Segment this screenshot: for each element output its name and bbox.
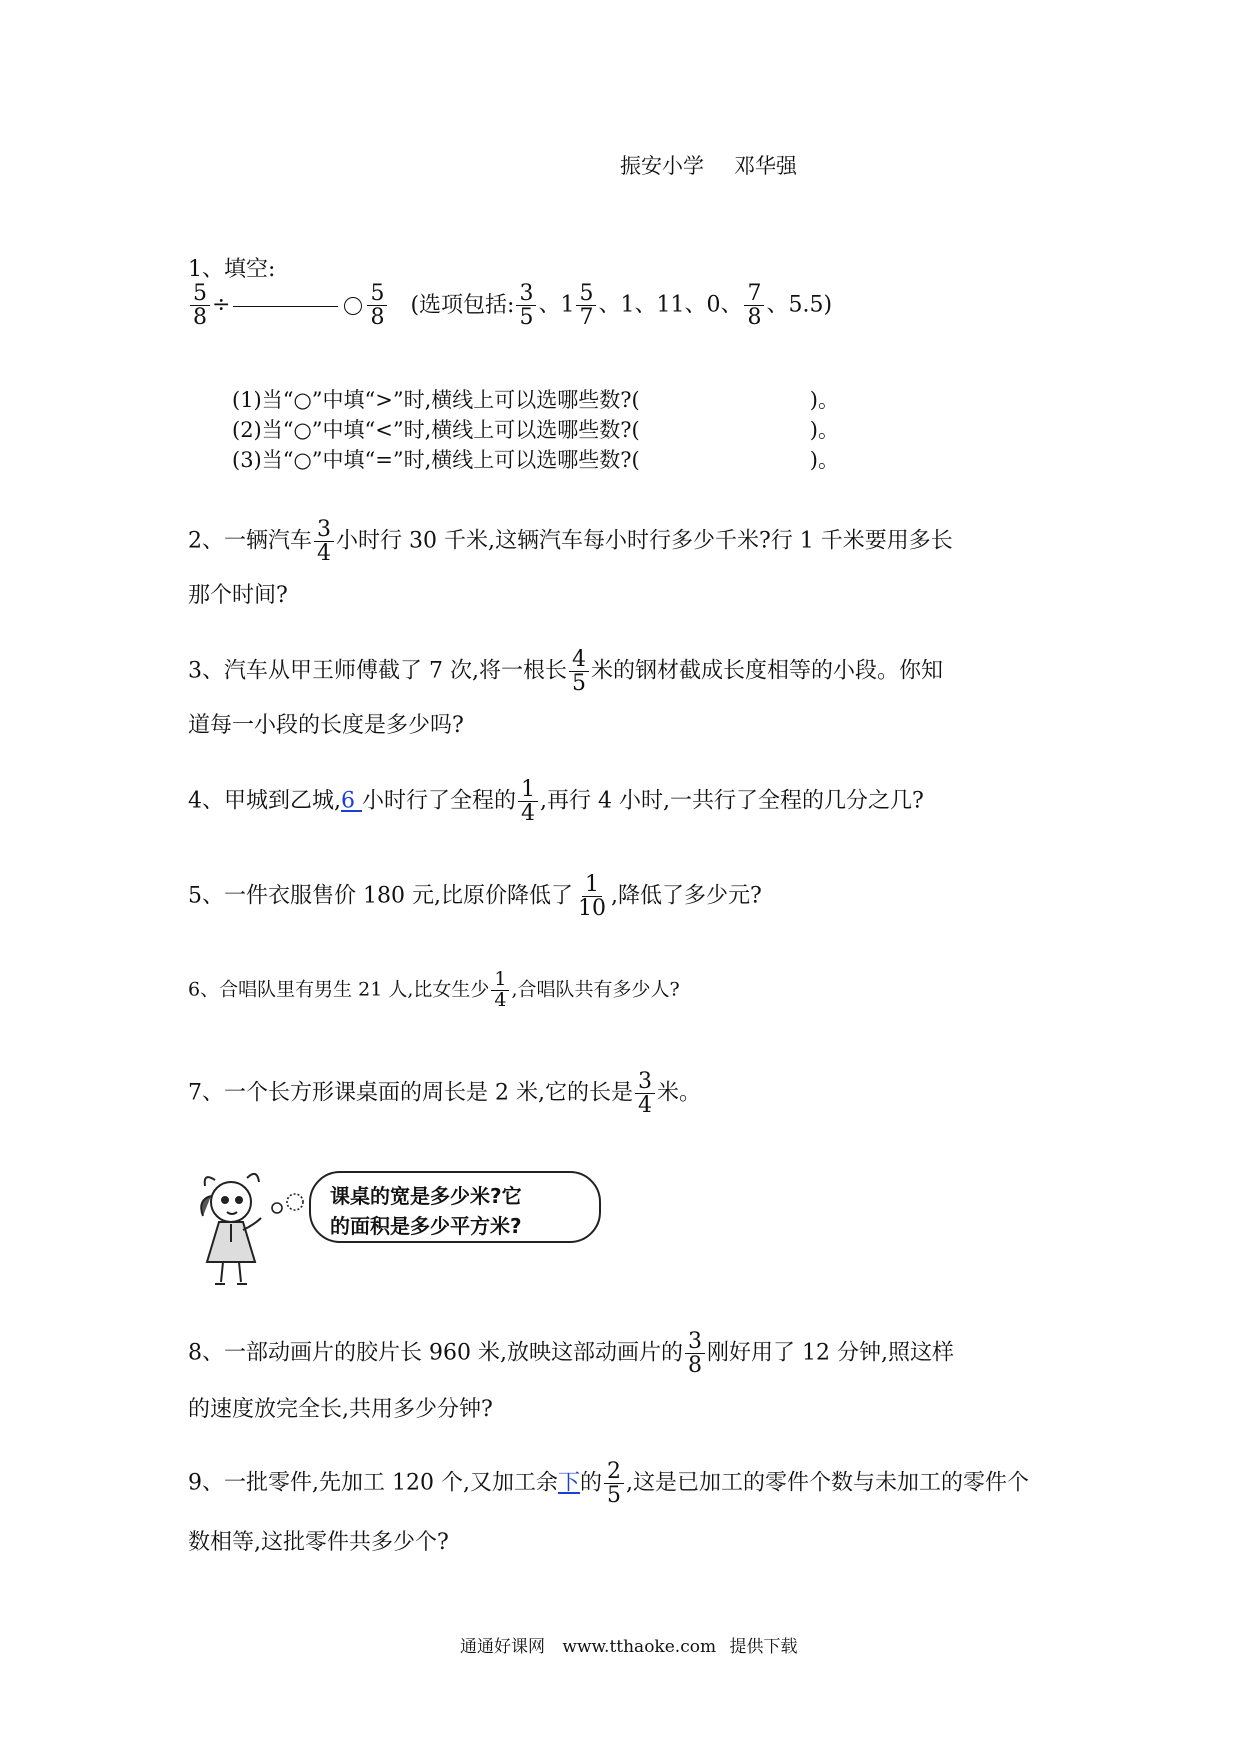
fraction: $\frac{3}{4}$ [635, 1070, 655, 1117]
q1-title: 1、填空: [188, 257, 276, 282]
fraction: $\frac{5}{7}$ [576, 282, 596, 329]
q1-sub3: (3)当“○”中填“=”时,横线上可以选哪些数?( )。 [232, 448, 839, 472]
fraction: $\frac{3}{4}$ [314, 518, 334, 565]
fraction: $\frac{2}{5}$ [604, 1460, 624, 1507]
comparison-circle[interactable] [344, 297, 362, 315]
q3-line2: 道每一小段的长度是多少吗? [188, 713, 464, 738]
q5-line: 5、一件衣服售价 180 元,比原价降低了 $\frac{1}{10}$ ,降低了多少元? [188, 872, 762, 922]
q7-line: 7、一个长方形课桌面的周长是 2 米,它的长是 $\frac{3}{4}$ 米。 [188, 1069, 701, 1119]
hyperlink[interactable]: 6 [341, 788, 362, 814]
q9-line2: 数相等,这批零件共多少个? [188, 1530, 449, 1555]
q9-line1: 9、一批零件,先加工 120 个,又加工余下的 $\frac{2}{5}$ ,这是已加工的零件个数与未加工的零件个 [188, 1459, 1029, 1509]
q2-line1: 2、一辆汽车 $\frac{3}{4}$ 小时行 30 千米,这辆汽车每小时行多少千米?行 1 千米要用多长 [188, 517, 953, 567]
answer-blank[interactable] [233, 305, 338, 307]
fraction: $\frac{1}{10}$ [577, 872, 606, 922]
q1-expression: $\frac{5}{8}$ ÷ $\frac{5}{8}$ (选项包括: $\frac{3}{5}$ 、1 $\frac{5}{7}$ 、1、11、0、 $\frac{7}{8}$ 、5.5) [188, 282, 832, 329]
fraction: $\frac{3}{5}$ [516, 282, 536, 329]
q8-line1: 8、一部动画片的胶片长 960 米,放映这部动画片的 $\frac{3}{8}$ 刚好用了 12 分钟,照这样 [188, 1329, 954, 1379]
fraction: $\frac{5}{8}$ [367, 282, 387, 329]
page-footer [460, 1632, 797, 1657]
footer-site: 通通好课网 [460, 1637, 545, 1657]
q6-line: 6、合唱队里有男生 21 人,比女生少 $\frac{1}{4}$ ,合唱队共有多少人? [188, 968, 680, 1011]
author-name: 邓华强 [734, 154, 797, 178]
q2-line2: 那个时间? [188, 583, 288, 608]
hyperlink[interactable]: 下 [557, 1470, 580, 1496]
footer-note: 提供下载 [729, 1637, 798, 1657]
q8-line2: 的速度放完全长,共用多少分钟? [188, 1397, 493, 1422]
fraction: $\frac{4}{5}$ [569, 648, 589, 695]
fraction: $\frac{3}{8}$ [685, 1330, 705, 1377]
school-name: 振安小学 [620, 154, 704, 178]
footer-url[interactable]: www.tthaoke.com [562, 1637, 717, 1657]
bubble-line2: 的面积是多少平方米? [330, 1214, 522, 1238]
page-header [620, 150, 797, 180]
cartoon-illustration [185, 1170, 605, 1290]
fraction: $\frac{5}{8}$ [190, 282, 210, 329]
bubble-line1: 课桌的宽是多少米?它 [330, 1184, 522, 1208]
q1-sub1: (1)当“○”中填“>”时,横线上可以选哪些数?( )。 [232, 388, 839, 412]
fraction: $\frac{7}{8}$ [744, 282, 764, 329]
fraction: $\frac{1}{4}$ [518, 778, 538, 825]
q3-line1: 3、汽车从甲王师傅截了 7 次,将一根长 $\frac{4}{5}$ 米的钢材截成长度相等的小段。你知 [188, 647, 943, 697]
q4-line: 4、甲城到乙城,6 小时行了全程的 $\frac{1}{4}$ ,再行 4 小时,一共行了全程的几分之几? [188, 777, 924, 827]
fraction: $\frac{1}{4}$ [491, 970, 509, 1011]
q1-sub2: (2)当“○”中填“<”时,横线上可以选哪些数?( )。 [232, 418, 839, 442]
